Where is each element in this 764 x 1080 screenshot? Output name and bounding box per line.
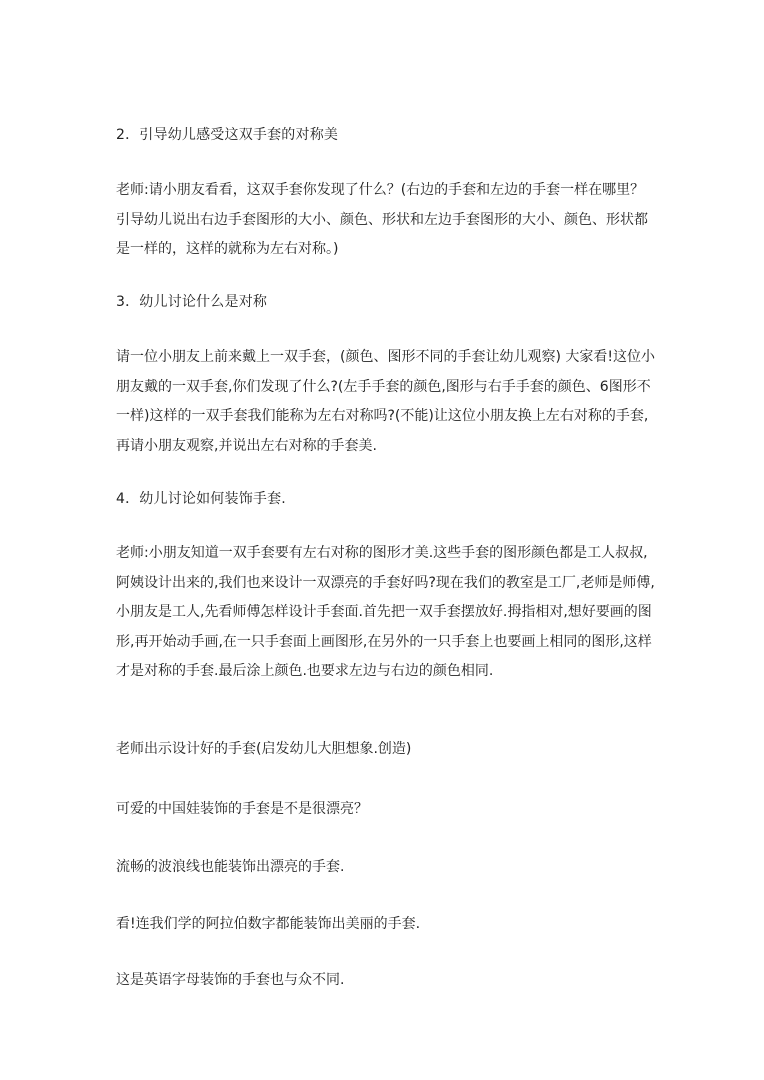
teacher-shows-paragraph: 老师出示设计好的手套(启发幼儿大胆想象.创造) [116, 741, 412, 757]
section-2-paragraph: 老师:请小朋友看看，这双手套你发现了什么？(右边的手套和左边的手套一样在哪里？引导幼儿说出右边手套图形的大小、颜色、形状和左边手套图形的大小、颜色、形状都是一样的，这样的就称为左右对称。) [116, 182, 648, 257]
section-4-heading: 4．幼儿讨论如何装饰手套. [116, 491, 286, 507]
doll-gloves-paragraph: 可爱的中国娃装饰的手套是不是很漂亮？ [116, 801, 368, 817]
section-4-paragraph: 老师:小朋友知道一双手套要有左右对称的图形才美.这些手套的图形颜色都是工人叔叔,阿姨设计出来的,我们也来设计一双漂亮的手套好吗?现在我们的教室是工厂,老师是师傅,小朋友是工人,先看师傅怎样设计手套面.首先把一双手套摆放好.拇指相对,想好要画的图形,再开始动手画,在一只手套面上画图形,在另外的一只手套上也要画上相同的图形,这样才是对称的手套.最后涂上颜色.也要求左边与右边的颜色相同. [116, 545, 655, 679]
section-3-heading: 3．幼儿讨论什么是对称 [116, 294, 268, 310]
section-2-heading: 2．引导幼儿感受这双手套的对称美 [116, 127, 339, 143]
english-letters-paragraph: 这是英语字母装饰的手套也与众不同. [116, 972, 345, 988]
arabic-numbers-paragraph: 看!连我们学的阿拉伯数字都能装饰出美丽的手套. [116, 916, 421, 932]
section-3-paragraph: 请一位小朋友上前来戴上一双手套，(颜色、图形不同的手套让幼儿观察) 大家看!这位小朋友戴的一双手套,你们发现了什么?(左手手套的颜色,图形与右手手套的颜色、6图形不一样)这样的一双手套我们能称为左右对称吗?(不能)让这位小朋友换上左右对称的手套,再请小朋友观察,并说出左右对称的手套美. [116, 349, 655, 454]
wave-line-paragraph: 流畅的波浪线也能装饰出漂亮的手套. [116, 859, 345, 875]
